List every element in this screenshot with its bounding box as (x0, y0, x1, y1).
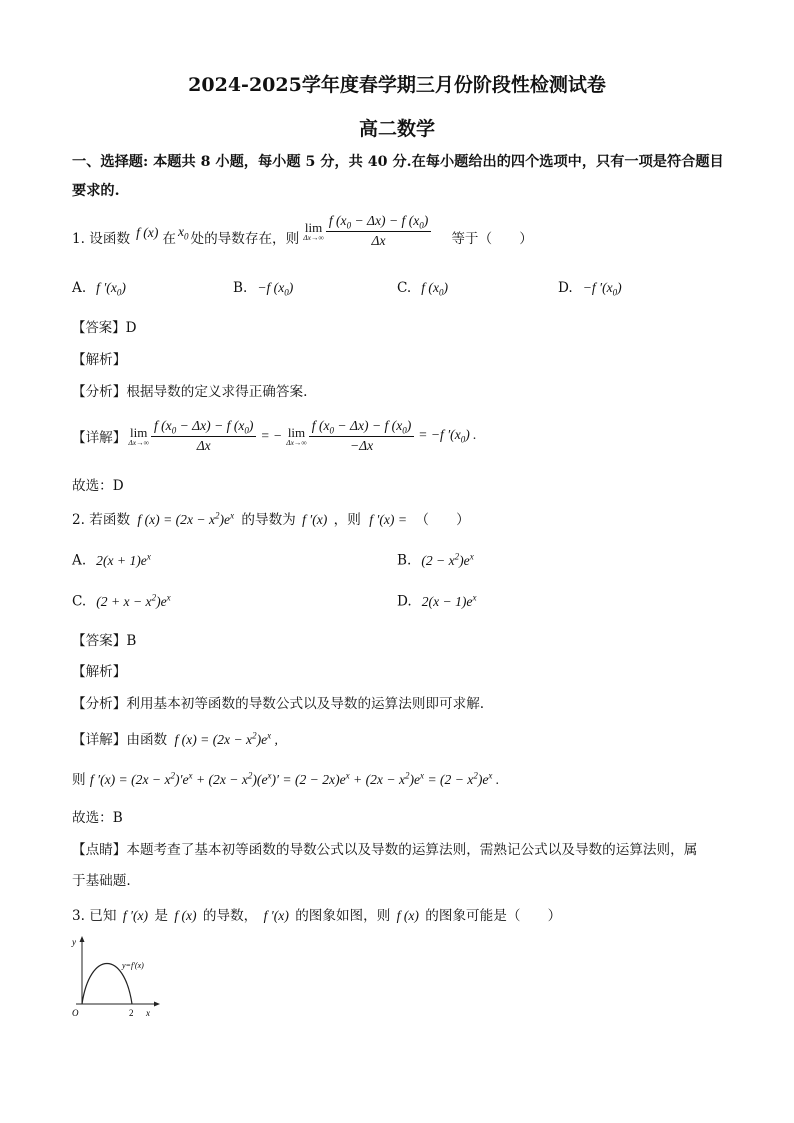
q1-fenxi: 【分析】根据导数的定义求得正确答案. (72, 384, 308, 400)
q2-jiexi-label: 【解析】 (72, 664, 127, 680)
q2-derivation: 则 f $'(x) = (2x - x^2)'e^x + (2x - x^2)(e^x)' = (2 - 2x)e^x + (2x - x^2)e^x = (2 - x^2)e^x$ . (72, 770, 500, 788)
q1-answer: 【答案】D (72, 320, 137, 336)
q2-xiangjie: 【详解】由函数 f $(x) = (2x - x^2)e^x$ , (72, 730, 278, 748)
q1-option-b: B. −f $(x_0)$ (233, 280, 294, 298)
q2-stem: 2. 若函数 f $(x) = (2x - x^2)e^x$ 的导数为 f ′(x) ，则 f ′(x) = （ ） (72, 510, 470, 528)
q1-stem (72, 214, 533, 260)
q1-xiangjie: 【详解】 lim Δx→∞ $\frac{f (x_0 - \Delta x) - f (x_0)}{\Delta x}$ = − lim Δx→∞ $\frac{f (x_0 - \Delta x) - f (x_0)}{-\Delta x}$ = −f $'(x_0)$ . (72, 417, 477, 454)
q2-dianjing-line2: 于基础题. (72, 873, 131, 889)
q1-fx: f (x) (136, 225, 159, 240)
q2-option-b: B. $(2 - x^2)e^x$ (397, 551, 474, 569)
y-axis-label: y (72, 937, 76, 947)
page-subtitle: 高二数学 (358, 118, 435, 140)
q1-jiexi-label: 【解析】 (72, 352, 127, 368)
q2-option-d: D. $2(x - 1)e^x$ (397, 592, 477, 610)
q1-option-d: D. −f $'(x_0)$ (558, 280, 622, 298)
q2-option-c: C. $(2 + x - x^2)e^x$ (72, 592, 171, 610)
page-title: 2024-2025学年度春学期三月份阶段性检测试卷 (188, 74, 606, 96)
q3-derivative-graph (66, 932, 166, 1024)
q3-stem: 3. 已知 f ′(x) 是 f (x) 的导数， f ′(x) 的图象如图，则 f (x) 的图象可能是（ ） (72, 908, 562, 924)
q1-option-c: C. f $(x_0)$ (397, 280, 449, 298)
q2-option-a: A. $2(x + 1)e^x$ (72, 551, 151, 569)
q1-limit-expression: lim Δx→∞ $\frac{f (x_0 - \Delta x) - f (x_0)}{\Delta x}$ (303, 213, 431, 250)
y-axis-arrow (80, 936, 85, 942)
q1-option-a: A. f $'(x_0)$ (72, 280, 126, 298)
q1-guxuan: 故选：D (72, 478, 124, 494)
q1-suffix: 等于（ ） (451, 231, 533, 247)
curve-label: y=f′(x) (122, 961, 144, 970)
q1-prefix: 1. 设函数 (72, 231, 131, 247)
x-axis-arrow (154, 1002, 160, 1007)
section-heading: 一、选择题: 本题共 8 小题，每小题 5 分，共 40 分.在每小题给出的四个选项中，只有一项是符合题目要求的. (72, 154, 724, 199)
q2-fenxi: 【分析】利用基本初等函数的导数公式以及导数的运算法则即可求解. (72, 696, 485, 712)
x-axis-label: x (146, 1008, 150, 1018)
q1-mid1: 在 (162, 231, 176, 247)
q2-dianjing-line1: 【点睛】本题考查了基本初等函数的导数公式以及导数的运算法则，需熟记公式以及导数的运算法则，属 (72, 842, 698, 858)
origin-label: O (72, 1008, 79, 1018)
q1-x0: $x_0$ (177, 224, 189, 242)
tick-label-2: 2 (129, 1008, 134, 1018)
q1-mid2: 处的导数存在，则 (190, 231, 300, 247)
q2-guxuan: 故选：B (72, 810, 123, 826)
q1-derivation: lim Δx→∞ $\frac{f (x_0 - \Delta x) - f (x_0)}{\Delta x}$ = − lim Δx→∞ $\frac{f (x_0 - \Delta x) - f (x_0)}{-\Delta x}$ = −f $'(x_0)$ . (128, 417, 477, 454)
q2-answer: 【答案】B (72, 633, 137, 649)
